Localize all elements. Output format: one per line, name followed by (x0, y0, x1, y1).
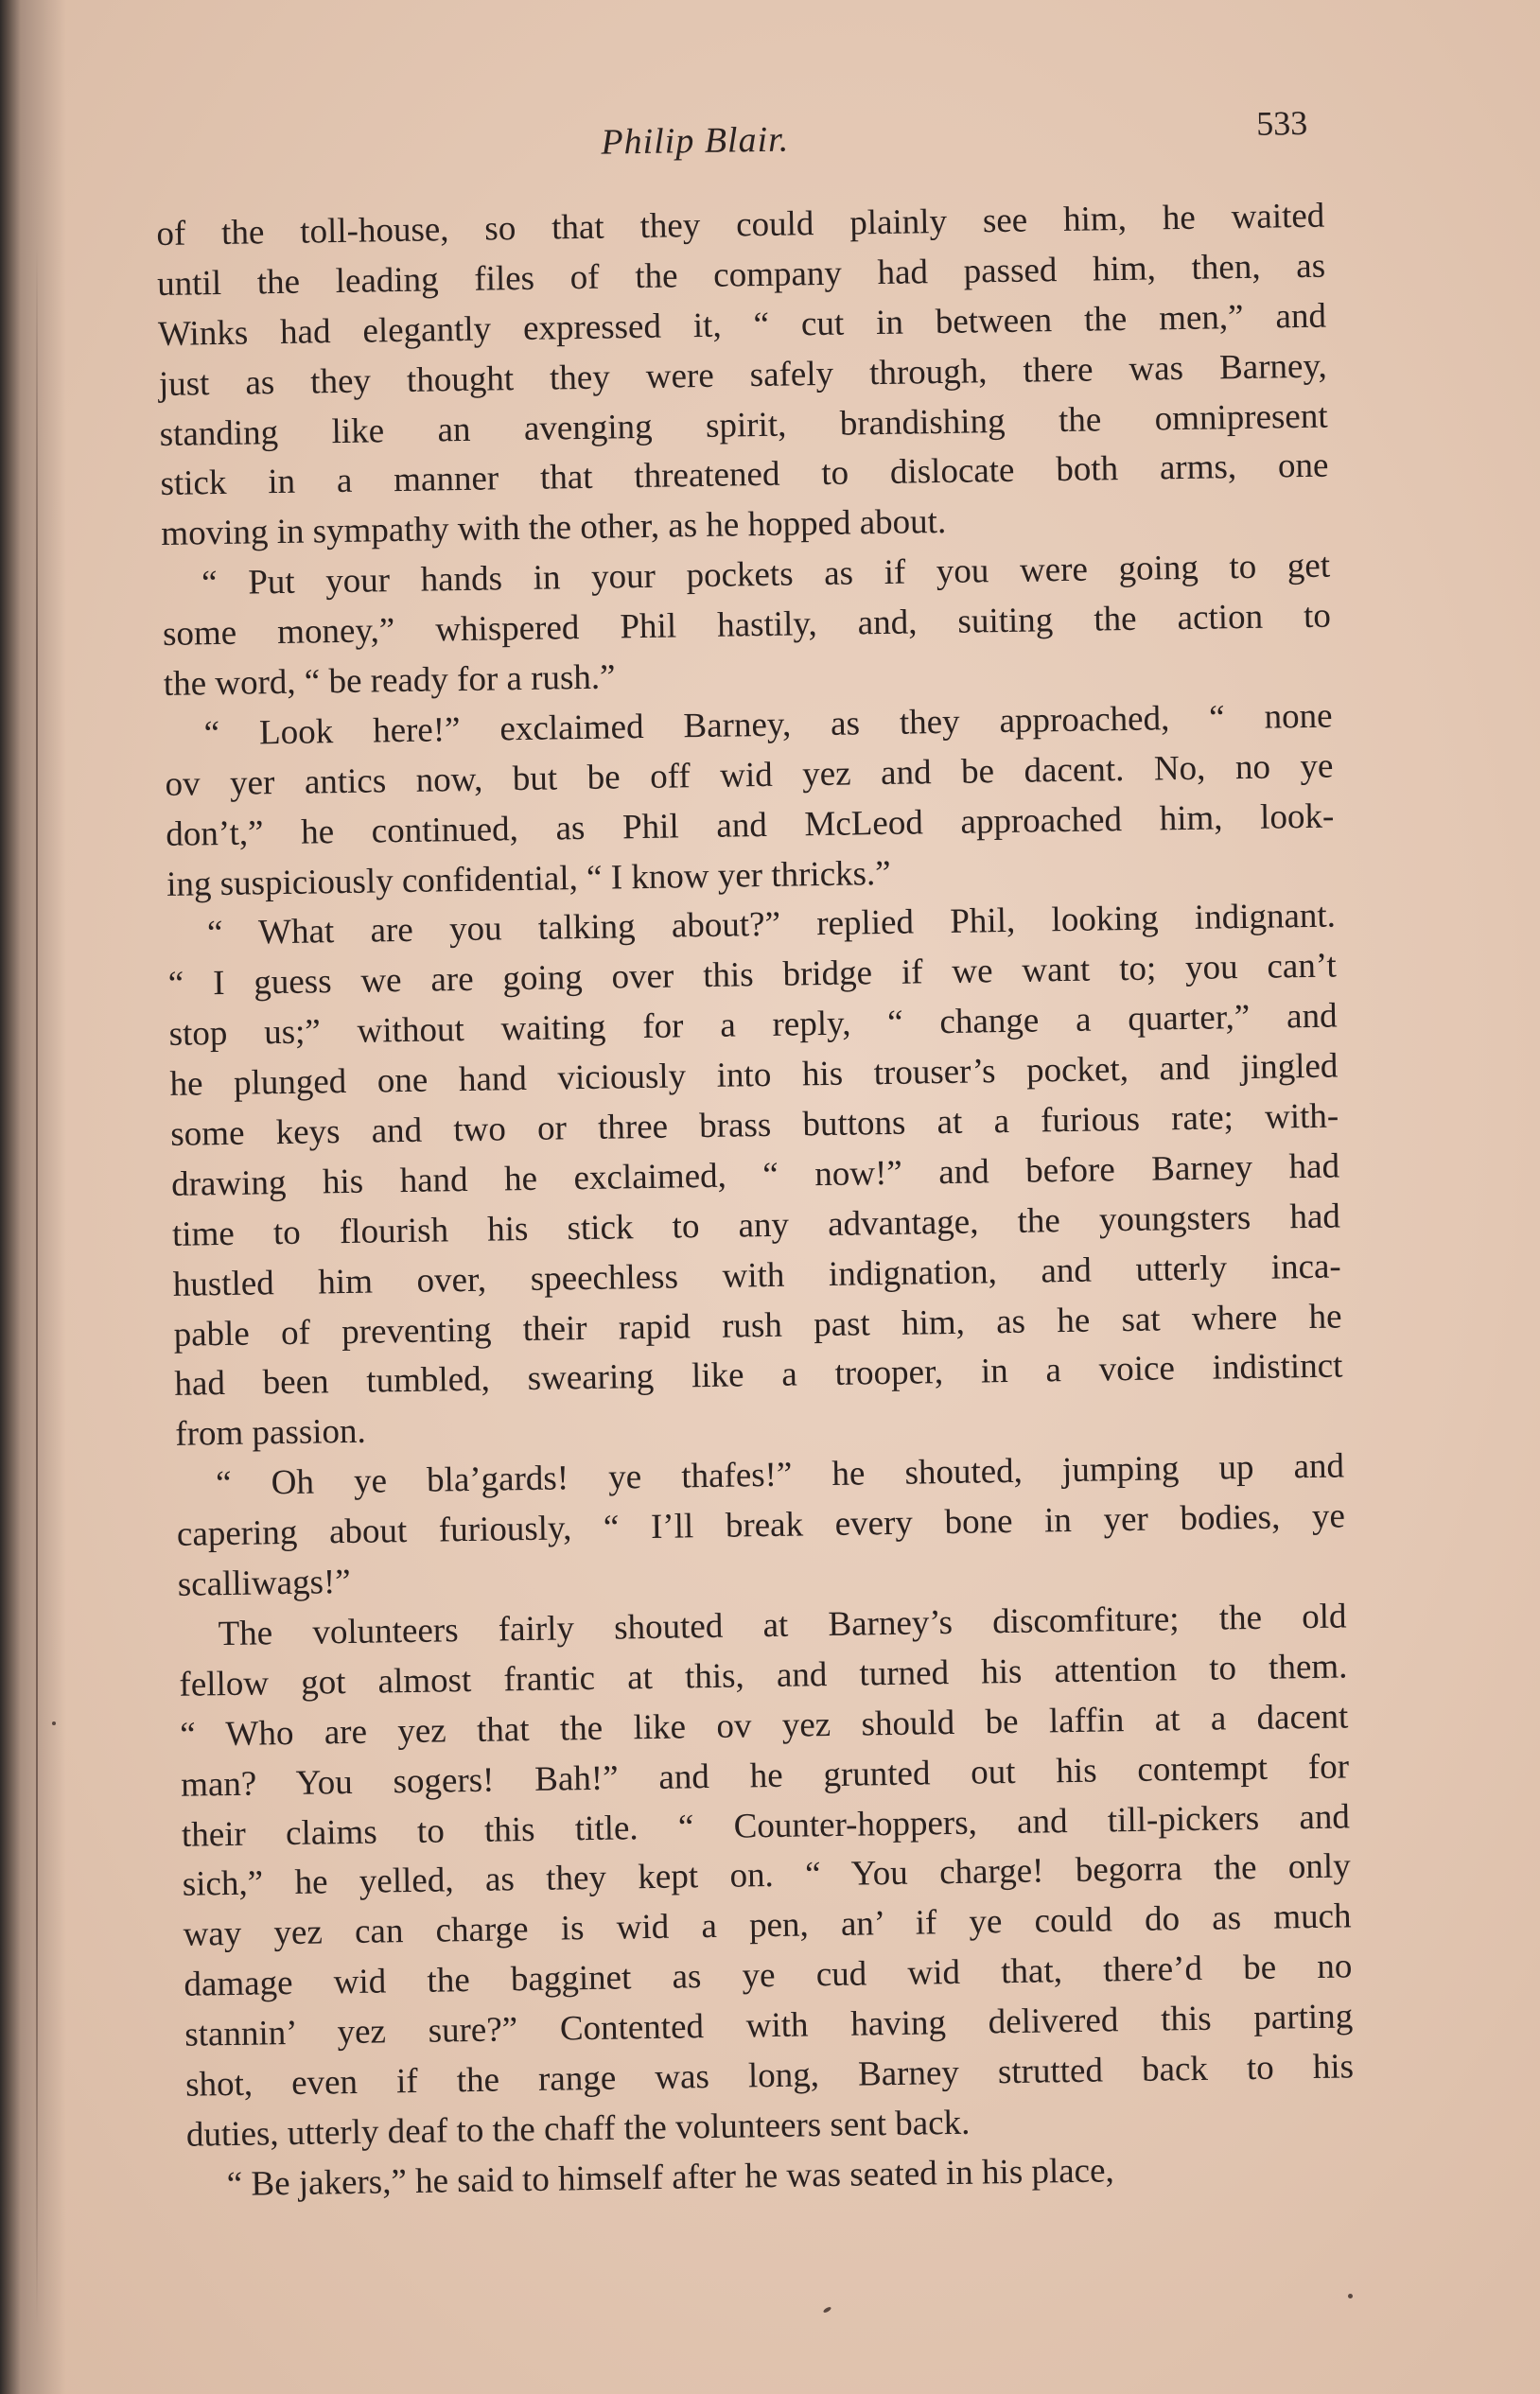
paper-speck (1348, 2294, 1353, 2298)
text-line: ov yer antics now, but be off wid yez and be dacent. No, no ye (165, 746, 1334, 804)
text-line: capering about furiously, “ I’ll break every bone in yer bodies, ye (176, 1496, 1346, 1554)
text-line: he plunged one hand viciously into his trouser’s pocket, and jingled (169, 1046, 1339, 1105)
text-line: damage wid the bagginet as ye cud wid that, there’d be no (184, 1947, 1353, 2004)
text-line: hustled him over, speechless with indignation, and utterly inca- (172, 1247, 1342, 1304)
text-line: just as they thought they were safely through, there was Barney, (158, 346, 1328, 404)
paper-speck (52, 1721, 56, 1725)
text-line: some money,” whispered Phil hastily, and, suiting the action to (162, 596, 1332, 655)
text-line: “ I guess we are going over this bridge if we want to; you can’t (167, 946, 1338, 1005)
gutter-crease (36, 246, 38, 2327)
text-line: pable of preventing their rapid rush past him, as he sat where he (173, 1297, 1342, 1354)
text-line: fellow got almost frantic at this, and turned his attention to them. (179, 1647, 1348, 1704)
text-line: “ What are you talking about?” replied Phil, looking indignant. (206, 896, 1337, 953)
text-line: stannin’ yez sure?” Contented with having delivered this parting (184, 1997, 1354, 2054)
paragraph (156, 192, 1330, 561)
text-line: standing like an avenging spirit, brandishing the omnipresent (159, 396, 1328, 454)
text-line: Winks had elegantly expressed it, “ cut in between the men,” and (157, 296, 1327, 354)
text-line: some keys and two or three brass buttons at a furious rate; with- (170, 1096, 1339, 1154)
binding-gutter (0, 0, 66, 2394)
text-line: stick in a manner that threatened to dislocate both arms, one (160, 446, 1329, 504)
body-text (156, 192, 1356, 2211)
text-line: ing suspiciously confidential, “ I know yer thricks.” (166, 853, 891, 904)
text-line: don’t,” he continued, as Phil and McLeod approached him, look- (166, 796, 1335, 854)
paragraph (162, 542, 1332, 710)
text-line: moving in sympathy with the other, as he hopped about. (161, 502, 947, 554)
text-line: stop us;” without waiting for a reply, “ change a quarter,” and (168, 996, 1338, 1055)
text-line: their claims to this title. “ Counter-hoppers, and till-pickers and (181, 1796, 1351, 1855)
paragraph (167, 892, 1344, 1460)
text-line: the word, “ be ready for a rush.” (163, 657, 616, 704)
text-line: duties, utterly deaf to the chaff the volunteers sent back. (185, 2103, 971, 2155)
text-line: “ Oh ye bla’gards! ye thafes!” he shouted, jumping up and (215, 1446, 1345, 1504)
text-line: drawing his hand he exclaimed, “ now!” and before Barney had (170, 1146, 1340, 1204)
text-line: The volunteers fairly shouted at Barney’s discomfiture; the old (218, 1597, 1347, 1654)
text-line: “ Who are yez that the like ov yez should be laffin at a dacent (180, 1697, 1349, 1755)
page-number: 533 (1255, 103, 1308, 143)
paragraph (178, 1592, 1355, 2160)
text-line: way yez can charge is wid a pen, an’ if ye could do as much (183, 1896, 1352, 1955)
paragraph (176, 1442, 1346, 1611)
text-line: from passion. (175, 1412, 367, 1455)
text-line: “ Look here!” exclaimed Barney, as they approached, “ none (203, 696, 1333, 754)
text-line: of the toll-house, so that they could plainly see him, he waited (156, 196, 1325, 253)
paper-speck (823, 2306, 832, 2314)
text-line: man? You sogers! Bah!” and he grunted out his contempt for (180, 1747, 1350, 1805)
text-line: “ Put your hands in your pockets as if you were going to get (201, 546, 1331, 603)
page-header (156, 103, 1325, 178)
text-line: shot, even if the range was long, Barney strutted back to his (184, 2047, 1355, 2105)
paragraph (164, 691, 1335, 910)
running-title: Philip Blair. (601, 119, 790, 163)
text-line: “ Be jakers,” he said to himself after he was seated in his place, (226, 2151, 1115, 2204)
text-line: time to flourish his stick to any advantage, the youngsters had (171, 1197, 1341, 1254)
text-line: scalliwags!” (177, 1562, 352, 1604)
text-line: sich,” he yelled, as they kept on. “ You charge! begorra the only (182, 1846, 1351, 1905)
text-line: until the leading files of the company had passed him, then, as (156, 246, 1326, 304)
text-line: had been tumbled, swearing like a trooper, in a voice indistinct (174, 1346, 1343, 1405)
